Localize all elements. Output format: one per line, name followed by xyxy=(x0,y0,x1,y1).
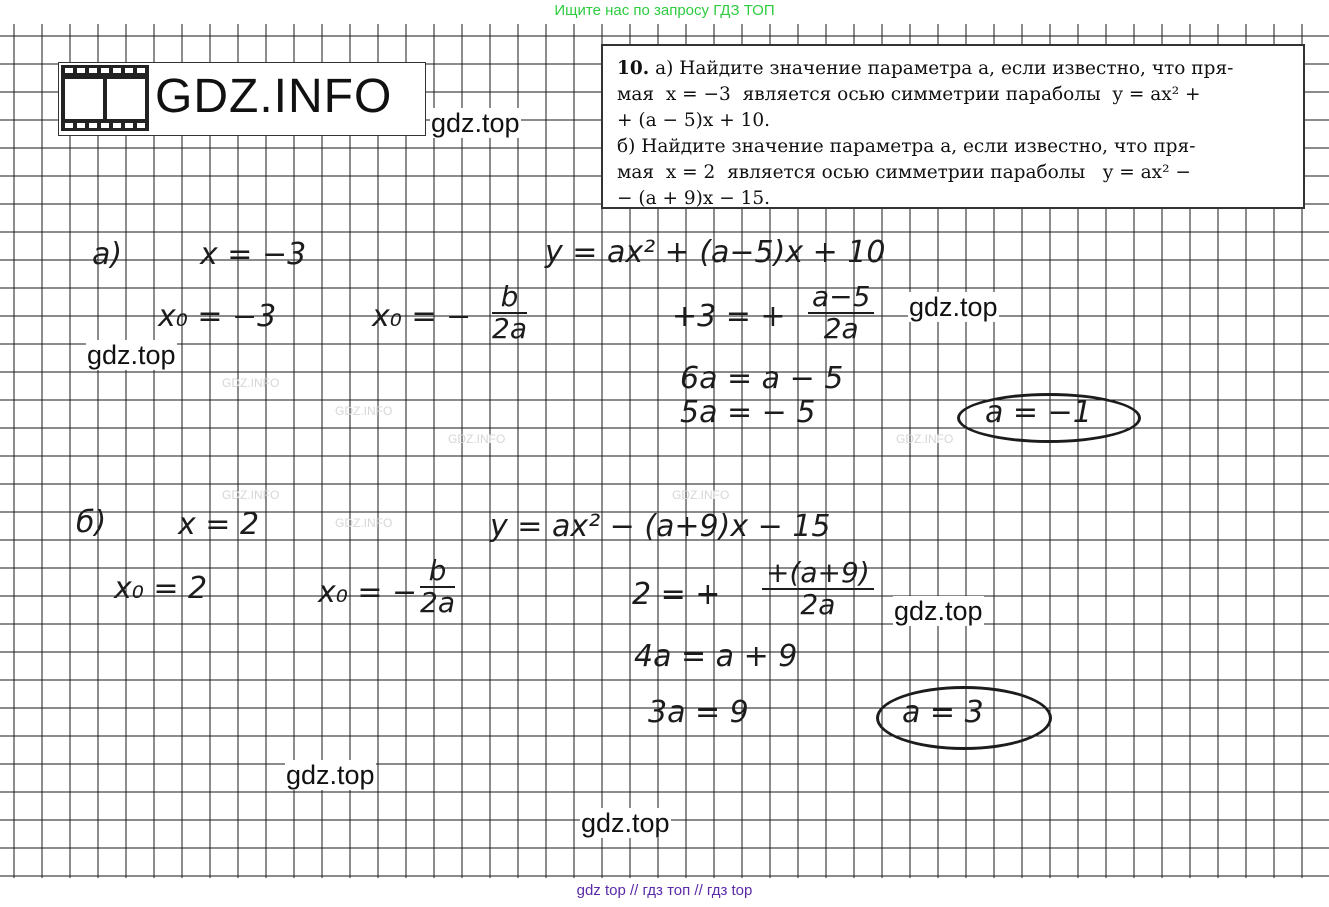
watermark: gdz.top xyxy=(581,808,670,838)
step-2: 6a = a − 5 xyxy=(680,361,844,396)
vertex-formula: x₀ = − xyxy=(318,575,418,610)
fraction-denominator: 2a xyxy=(823,312,859,345)
faint-watermark: GDZ.INFO xyxy=(222,376,280,390)
top-banner: Ищите нас по запросу ГДЗ ТОП xyxy=(554,2,775,19)
vertex-x-value: x₀ = 2 xyxy=(114,571,208,606)
watermark: gdz.top xyxy=(87,340,176,370)
fraction-denominator: 2a xyxy=(420,586,455,619)
faint-watermark: GDZ.INFO xyxy=(335,516,393,530)
step-2: 4a = a + 9 xyxy=(634,639,798,674)
task-line-6: − (a + 9)x − 15. xyxy=(617,188,770,209)
step-1: 2 = + xyxy=(632,577,721,612)
given-line: x = −3 xyxy=(200,237,307,272)
fraction-denominator: 2a xyxy=(800,588,836,621)
fraction-numerator: b xyxy=(500,280,519,313)
gdz-info-logo xyxy=(58,62,426,136)
logo-text: GDZ.INFO xyxy=(155,70,393,123)
watermark: gdz.top xyxy=(909,292,998,322)
step-3: 5a = − 5 xyxy=(680,395,816,430)
fraction-denominator: 2a xyxy=(492,312,527,345)
watermark: gdz.top xyxy=(286,760,375,790)
faint-watermark: GDZ.INFO xyxy=(222,488,280,502)
answer: a = −1 xyxy=(985,395,1092,430)
step-3: 3a = 9 xyxy=(648,695,749,730)
faint-watermark: GDZ.INFO xyxy=(896,432,954,446)
fraction-numerator: b xyxy=(428,554,447,587)
vertex-x-value: x₀ = −3 xyxy=(158,299,277,334)
task-line-4: б) Найдите значение параметра a, если известно, что пря- xyxy=(617,136,1196,157)
task-line-1: а) Найдите значение параметра a, если известно, что пря- xyxy=(649,58,1234,79)
task-number: 10. xyxy=(617,58,650,79)
fraction-numerator: a−5 xyxy=(812,280,871,313)
faint-watermark: GDZ.INFO xyxy=(335,404,393,418)
parabola-equation: y = ax² + (a−5)x + 10 xyxy=(545,235,886,270)
fraction-b-over-2a xyxy=(420,556,455,618)
watermark: gdz.top xyxy=(894,596,983,626)
fraction-a-plus-9 xyxy=(762,558,874,620)
fraction-a-minus-5 xyxy=(808,282,874,344)
film-strip-icon xyxy=(61,65,149,131)
task-line-2: мая x = −3 является осью симметрии параболы y = ax² + xyxy=(617,84,1201,105)
watermark: gdz.top xyxy=(431,108,520,138)
bottom-banner: gdz top // гдз топ // гдз top xyxy=(576,882,753,899)
fraction-b-over-2a xyxy=(492,282,527,344)
parabola-equation: y = ax² − (a+9)x − 15 xyxy=(490,509,831,544)
faint-watermark: GDZ.INFO xyxy=(448,432,506,446)
fraction-numerator: +(a+9) xyxy=(766,556,870,589)
part-label: а) xyxy=(92,237,123,272)
part-label: б) xyxy=(76,505,107,540)
given-line: x = 2 xyxy=(178,507,260,542)
task-statement xyxy=(601,44,1305,209)
task-line-3: + (a − 5)x + 10. xyxy=(617,110,770,131)
answer: a = 3 xyxy=(902,695,984,730)
vertex-formula: x₀ = − xyxy=(372,299,472,334)
faint-watermark: GDZ.INFO xyxy=(672,488,730,502)
task-line-5: мая x = 2 является осью симметрии параболы y = ax² − xyxy=(617,162,1191,183)
step-1: +3 = + xyxy=(672,299,786,334)
